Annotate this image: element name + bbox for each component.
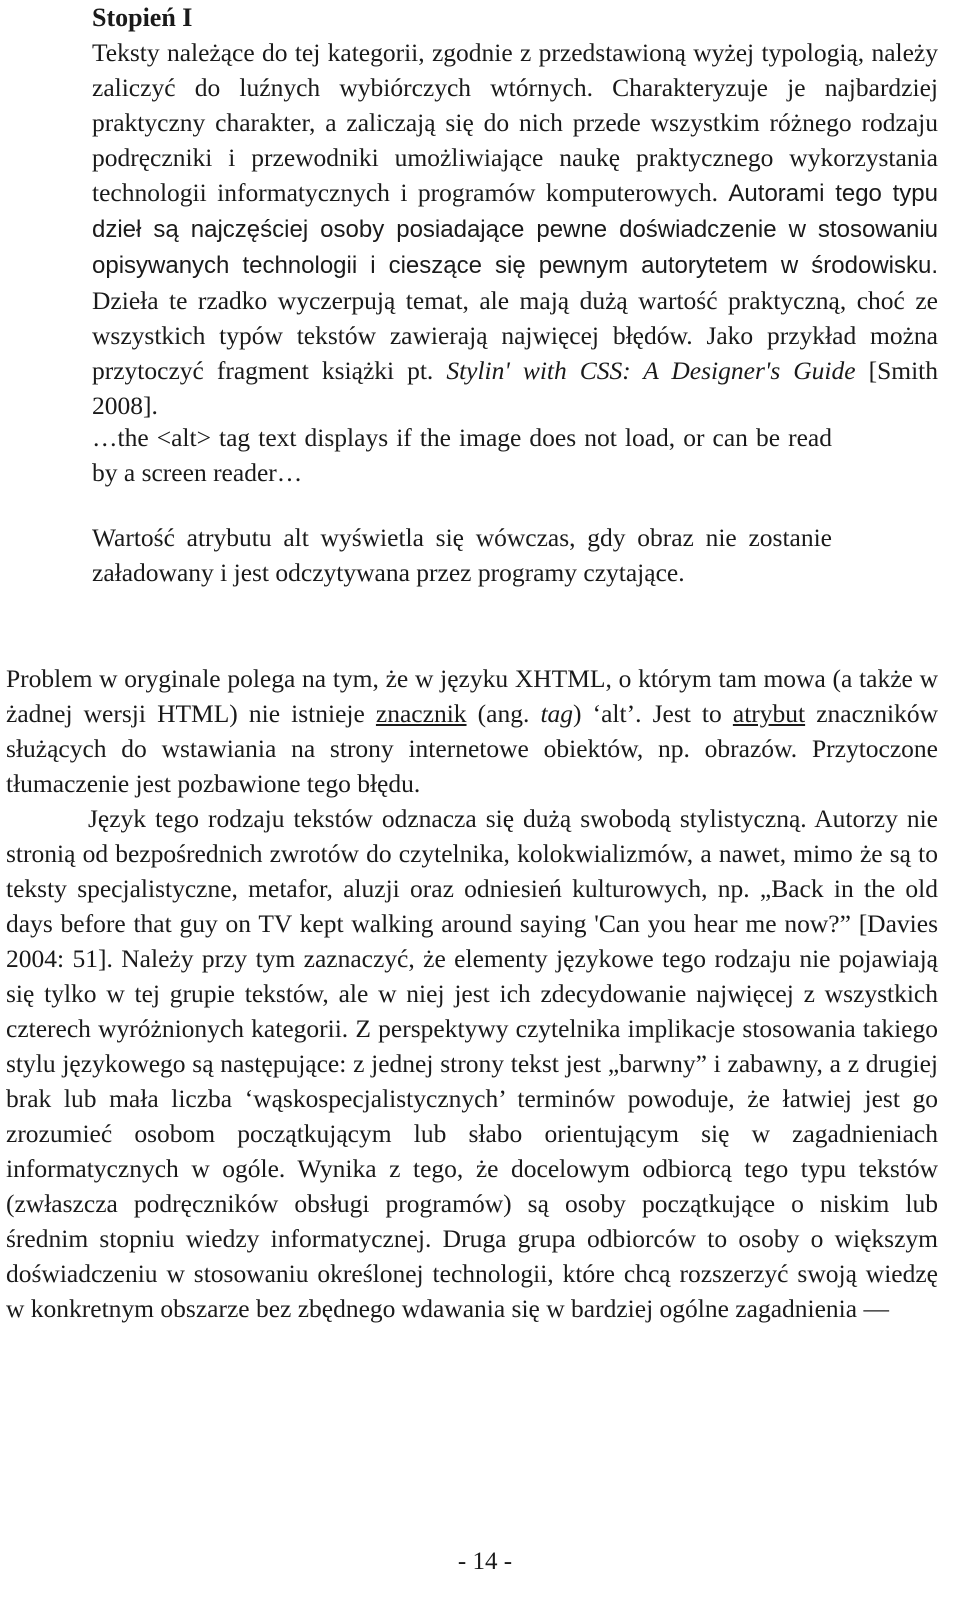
problem-text-c: ) ‘alt’. Jest to xyxy=(573,699,733,728)
tag-term: tag xyxy=(540,699,574,728)
page-number-text: - 14 - xyxy=(457,1548,513,1575)
paragraph-style: Język tego rodzaju tekstów odznacza się dużą swobodą stylistyczną. Autorzy nie stronią od bezpośrednich zwrotów do czytelnika, kolokwializmów, a nawet, mimo że są to teksty specjalistyczne, metafor, aluzji oraz odniesień kulturowych, np. „Back in the old days before that guy on TV kept walking around saying 'Can you hear me now?” [Davies 2004: 51]. Należy przy tym zaznaczyć, że elementy językowe tego rodzaju nie pojawiają się tylko w tej grupie tekstów, ale w niej jest ich zdecydowanie najwięcej z wszystkich czterech wyróżnionych kategorii. Z perspektywy czytelnika implikacje stosowania takiego stylu językowego są następujące: z jednej strony tekst jest „barwny” i zabawny, a z drugiej brak lub mała liczba ‘wąskospecjalistycznych’ terminów powoduje, że łatwiej jest go zrozumieć osobom początkującym lub słabo orientującym się w zagadnieniach informatycznych w ogóle. Wynika z tego, że docelowym odbiorcą tego typu tekstów (zwłaszcza podręczników obsługi programów) są osoby początkujące o niskim lub średnim stopniu wiedzy informatycznej. Druga grupa odbiorców to osoby o większym doświadczeniu w stosowaniu określonej technologii, które chcą rozszerzyć swoją wiedzę w konkretnym obszarze bez zbędnego wdawania się w bardziej ogólne zagadnienia — xyxy=(6,804,938,1323)
link-znacznik[interactable]: znacznik xyxy=(375,699,467,728)
problem-text-a: Problem w oryginale polega na tym, że w języku XHTML, o którym tam mowa (a także w żadnej wersji HTML) nie istnieje xyxy=(6,664,938,728)
intro-text-3: Dzieła te rzadko wyczerpują temat, ale mają dużą wartość praktyczną, choć ze wszystkich typów tekstów zawierają najwięcej błędów. Jako przykład można przytoczyć fragment książki pt. xyxy=(92,286,938,385)
problem-text-d: znaczników służących do wstawiania na strony internetowe obiektów, np. obrazów. Przytoczone tłumaczenie jest pozbawione tego błędu. xyxy=(6,699,938,798)
body-text xyxy=(6,661,938,1326)
paragraph-intro xyxy=(92,35,938,423)
problem-text-b: (ang. xyxy=(466,699,541,728)
polish-translation xyxy=(92,520,832,590)
citation: [Smith 2008]. xyxy=(92,356,938,420)
intro-text-2: Autorami tego typu dzieł są najczęściej osoby posiadające pewne doświadczenie w stosowaniu opisywanych technologii i cieszące się pewnym autorytetem w środowisku. xyxy=(92,180,938,279)
paragraph-problem xyxy=(6,661,938,801)
english-quote xyxy=(92,420,832,490)
quote-text: …the <alt> tag text displays if the image does not load, or can be read by a screen reader… xyxy=(92,423,832,487)
book-title: Stylin' with CSS: A Designer's Guide xyxy=(446,356,856,385)
page-number xyxy=(0,1544,960,1579)
intro-text-1: Teksty należące do tej kategorii, zgodnie z przedstawioną wyżej typologią, należy zaliczyć do luźnych wybiórczych wtórnych. Charakteryzuje je najbardziej praktyczny charakter, a zaliczają się do nich przede wszystkim różnego rodzaju podręczniki i przewodniki umożliwiające naukę praktycznego wykorzystania technologii informatycznych i programów komputerowych. xyxy=(92,38,938,207)
section-heading: Stopień I xyxy=(92,3,193,32)
translation-text: Wartość atrybutu alt wyświetla się wówczas, gdy obraz nie zostanie załadowany i jest odczytywana przez programy czytające. xyxy=(92,523,832,587)
link-atrybut[interactable]: atrybut xyxy=(732,699,806,728)
